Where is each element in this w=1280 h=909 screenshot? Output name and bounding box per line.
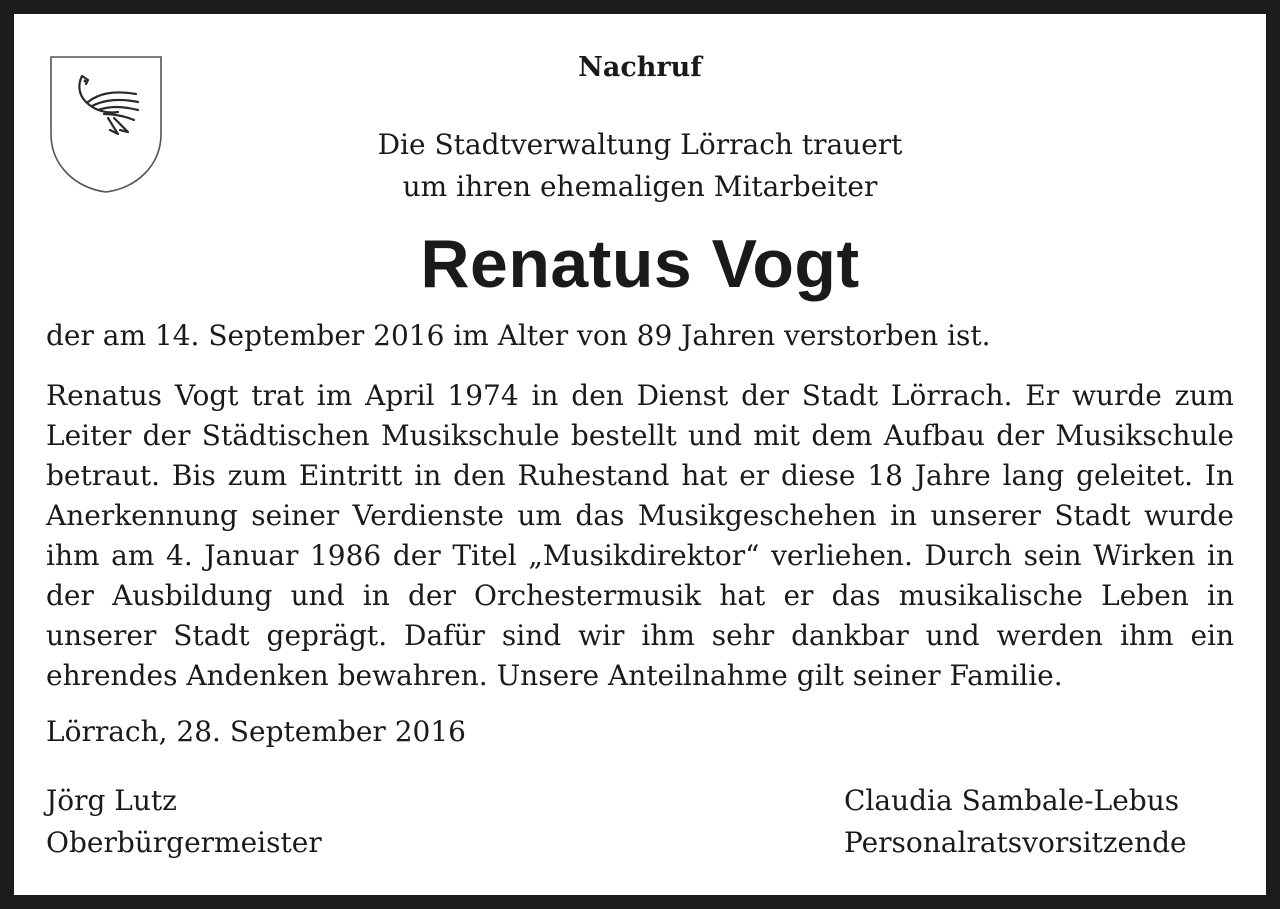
notice-heading: Nachruf (578, 52, 702, 83)
intro-line-1: Die Stadtverwaltung Lörrach trauert (377, 128, 903, 161)
intro-text (14, 124, 1266, 208)
signatory-name: Jörg Lutz (46, 784, 177, 817)
signatory-name: Claudia Sambale-Lebus (844, 784, 1180, 817)
signatory-left (46, 780, 322, 864)
signatory-right (844, 780, 1187, 864)
signatory-title: Oberbürgermeister (46, 826, 322, 859)
signatory-title: Personalratsvorsitzende (844, 826, 1187, 859)
obituary-notice (14, 14, 1266, 895)
intro-line-2: um ihren ehemaligen Mitarbeiter (402, 170, 878, 203)
deceased-name: Renatus Vogt (420, 226, 860, 302)
passing-statement: der am 14. September 2016 im Alter von 89 Jahren verstorben ist. (46, 319, 991, 352)
place-and-date: Lörrach, 28. September 2016 (46, 715, 466, 748)
biography-paragraph: Renatus Vogt trat im April 1974 in den Dienst der Stadt Lörrach. Er wurde zum Leiter der Städtischen Musikschule bestellt und mit dem Aufbau der Musikschule betraut. Bis zum Eintritt in den Ruhestand hat er diese 18 Jahre lang geleitet. In Anerkennung seiner Verdienste um das Musikgeschehen in unserer Stadt wurde ihm am 4. Januar 1986 der Titel „Musikdirektor“ verliehen. Durch sein Wirken in der Ausbildung und in der Orchestermusik hat er das musikalische Leben in unserer Stadt geprägt. Dafür sind wir ihm sehr dankbar und werden ihm ein ehrendes Andenken bewahren. Unsere Anteilnahme gilt seiner Familie. (46, 379, 1234, 692)
